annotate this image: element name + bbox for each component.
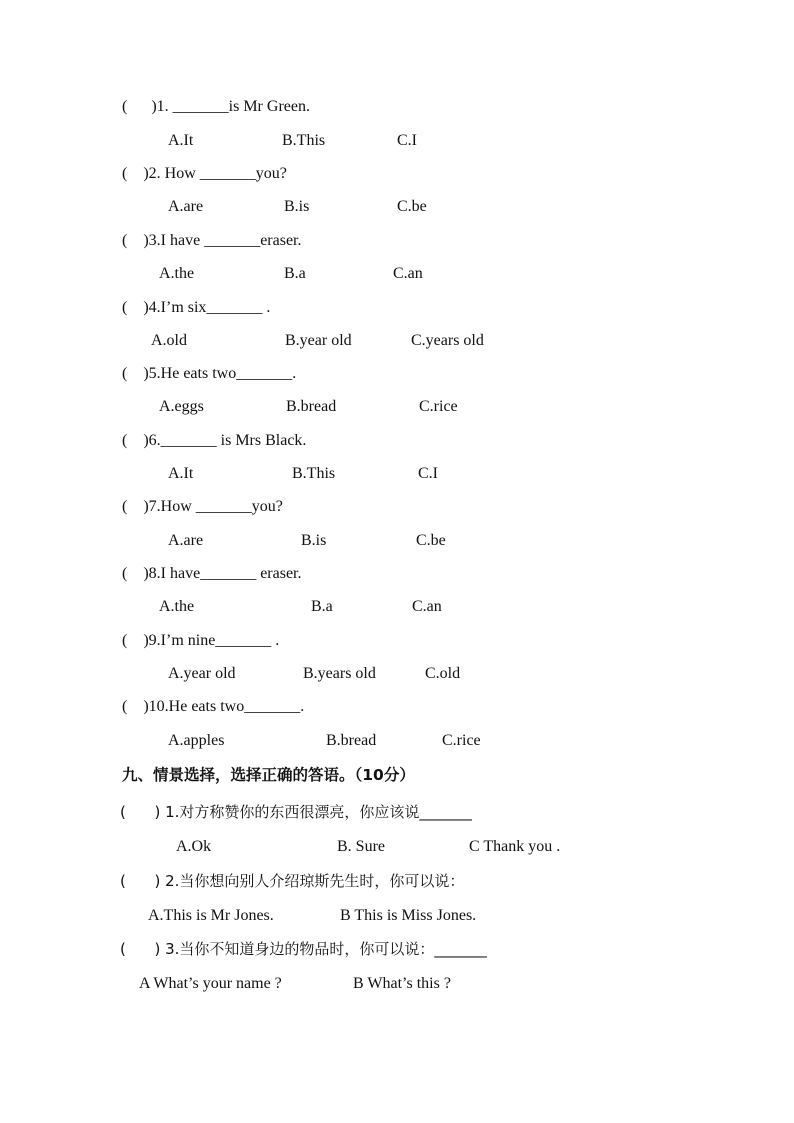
question-5-stem: ( )5.He eats two_______. [122,365,297,382]
question-7-option-c[interactable]: C.be [416,532,446,549]
question-8-option-a[interactable]: A.the [159,598,195,615]
section-heading: 九、情景选择，选择正确的答语。（10分） [122,766,415,784]
situation-question-1-option-c[interactable]: C Thank you . [469,838,561,855]
question-4-option-b[interactable]: B.year old [285,332,352,349]
question-8-option-b[interactable]: B.a [311,598,333,615]
situation-question-3-option-a[interactable]: A What’s your name ? [139,975,282,992]
question-1-stem: ( )1. _______is Mr Green. [122,98,310,115]
question-2-option-b[interactable]: B.is [284,198,310,215]
question-9-option-c[interactable]: C.old [425,665,461,682]
question-9-option-a[interactable]: A.year old [168,665,236,682]
question-5-option-b[interactable]: B.bread [286,398,337,415]
situation-question-3-option-b[interactable]: B What’s this ? [353,975,451,992]
question-2-option-a[interactable]: A.are [168,198,204,215]
situation-question-2-option-a[interactable]: A.This is Mr Jones. [148,907,274,924]
question-2-option-c[interactable]: C.be [397,198,427,215]
question-3-stem: ( )3.I have _______eraser. [122,232,302,249]
question-3-option-c[interactable]: C.an [393,265,423,282]
question-2-stem: ( )2. How _______you? [122,165,287,182]
question-10-option-a[interactable]: A.apples [168,732,225,749]
question-9-option-b[interactable]: B.years old [303,665,376,682]
situation-question-1-option-a[interactable]: A.Ok [176,838,212,855]
question-5-option-a[interactable]: A.eggs [159,398,204,415]
question-1-option-c[interactable]: C.I [397,132,417,149]
question-3-option-a[interactable]: A.the [159,265,195,282]
question-8-option-c[interactable]: C.an [412,598,442,615]
question-6-stem: ( )6._______ is Mrs Black. [122,432,307,449]
situation-question-2-option-b[interactable]: B This is Miss Jones. [340,907,477,924]
question-10-stem: ( )10.He eats two_______. [122,698,305,715]
situation-question-1-stem: ( ) 1.对方称赞你的东西很漂亮，你应该说_______ [120,803,472,821]
question-7-option-a[interactable]: A.are [168,532,204,549]
question-6-option-c[interactable]: C.I [418,465,438,482]
question-3-option-b[interactable]: B.a [284,265,306,282]
question-4-option-a[interactable]: A.old [151,332,187,349]
question-7-stem: ( )7.How _______you? [122,498,283,515]
question-10-option-c[interactable]: C.rice [442,732,481,749]
question-4-stem: ( )4.I’m six_______ . [122,299,271,316]
question-6-option-a[interactable]: A.It [168,465,194,482]
question-8-stem: ( )8.I have_______ eraser. [122,565,302,582]
situation-question-1-option-b[interactable]: B. Sure [337,838,385,855]
question-7-option-b[interactable]: B.is [301,532,327,549]
question-5-option-c[interactable]: C.rice [419,398,458,415]
question-1-option-b[interactable]: B.This [282,132,326,149]
situation-question-3-stem: ( ) 3.当你不知道身边的物品时，你可以说：_______ [120,940,487,958]
question-10-option-b[interactable]: B.bread [326,732,377,749]
question-1-option-a[interactable]: A.It [168,132,194,149]
question-4-option-c[interactable]: C.years old [411,332,484,349]
situation-question-2-stem: ( ) 2.当你想向别人介绍琼斯先生时，你可以说： [120,872,465,890]
question-6-option-b[interactable]: B.This [292,465,336,482]
question-9-stem: ( )9.I’m nine_______ . [122,632,280,649]
